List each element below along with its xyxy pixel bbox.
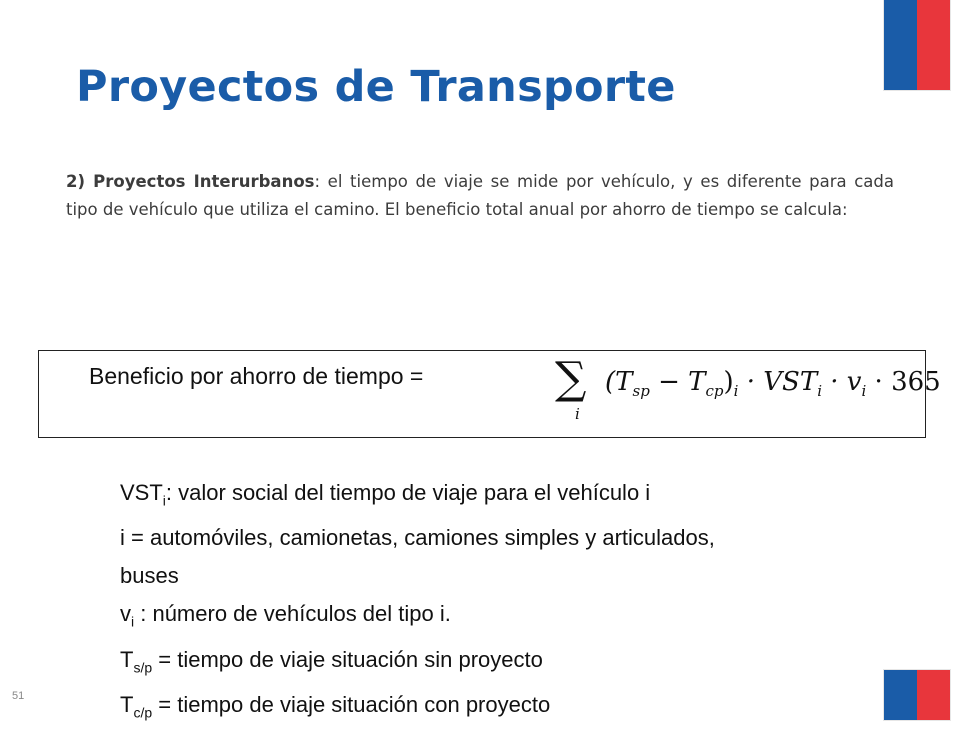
flag-blue-stripe [884, 670, 917, 720]
formula-label: Beneficio por ahorro de tiempo = [89, 363, 424, 389]
definitions-list [120, 474, 880, 732]
summation-index: i [575, 405, 580, 423]
page-number: 51 [12, 690, 25, 702]
flag-blue-stripe [884, 0, 917, 90]
chile-flag-decoration-top [884, 0, 950, 90]
definition-vst: $VST_i$: valor social del tiempo de viaje para el vehículo i [120, 480, 651, 509]
summation-symbol: ∑ [555, 353, 587, 404]
flag-red-stripe [917, 670, 950, 720]
intro-text: : el tiempo de viaje se mide por vehículo, y es diferente para cada tipo de vehículo que utiliza el camino. El beneficio total anual por ahorro de tiempo se calcula: [66, 172, 894, 219]
formula-terms: $(T_{sp} - T_{cp})_i \cdot VST_i \cdot v_i \cdot 365$ [605, 367, 941, 401]
flag-red-stripe [917, 0, 950, 90]
definition-tsp: $T_{s/p}$ = tiempo de viaje situación sin proyecto [120, 646, 543, 676]
intro-paragraph [66, 168, 894, 224]
slide-title: Proyectos de Transporte [76, 62, 676, 112]
definition-v: $v_i$ : número de vehículos del tipo i. [120, 601, 451, 630]
definition-i: i = automóviles, camionetas, camiones simples y articulados, [120, 525, 715, 551]
chile-flag-decoration-bottom [884, 670, 950, 720]
definition-i-continued: buses [120, 563, 179, 589]
intro-lead: 2) Proyectos Interurbanos [66, 172, 315, 191]
definition-tcp: $T_{c/p}$ = tiempo de viaje situación con proyecto [120, 692, 551, 721]
formula-box [38, 350, 941, 438]
